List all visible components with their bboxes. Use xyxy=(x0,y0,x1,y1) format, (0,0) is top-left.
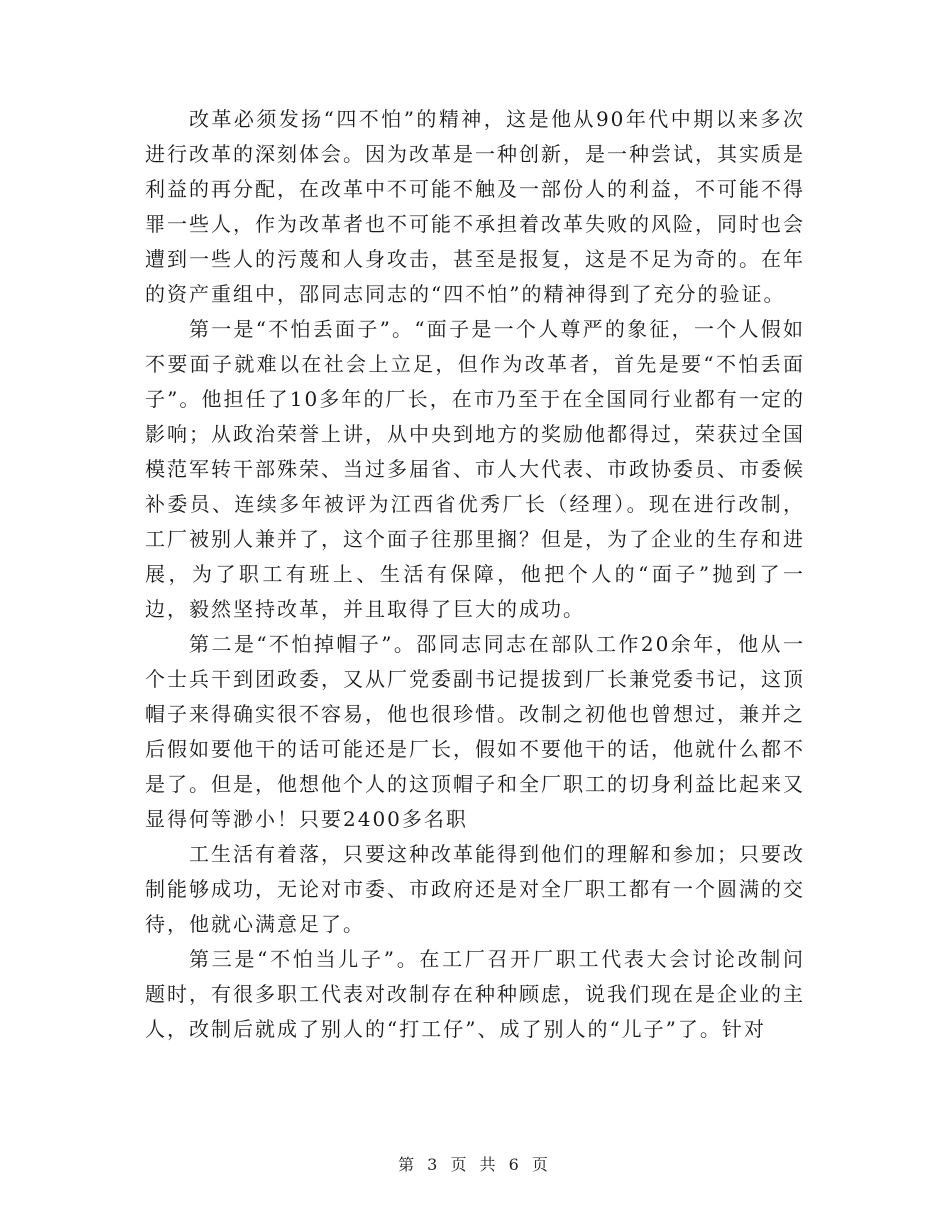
paragraph-hat-continued: 工生活有着落，只要这种改革能得到他们的理解和参加；只要改制能够成功，无论对市委、市政府还是对全厂职工都有一个圆满的交待，他就心满意足了。 xyxy=(145,842,805,936)
paragraph-four-no-fears: 改革必须发扬“四不怕”的精神，这是他从90年代中期以来多次进行改革的深刻体会。因为改革是一种创新，是一种尝试，其实质是利益的再分配，在改革中不可能不触及一部份人的利益，不可能不得罪一些人，作为改革者也不可能不承担着改革失败的风险，同时也会遭到一些人的污蔑和人身攻击，甚至是报复，这是不足为奇的。在年的资产重组中，邵同志同志的“四不怕”的精神得到了充分的验证。 xyxy=(145,107,805,306)
page-number-footer: 第 3 页 共 6 页 xyxy=(398,1155,552,1174)
paragraph-hat: 第二是“不怕掉帽子”。邵同志同志在部队工作20余年，他从一个士兵干到团政委，又从厂党委副书记提拔到厂长兼党委书记，这顶帽子来得确实很不容易，他也很珍惜。改制之初他也曾想过，兼并之后假如要他干的话可能还是厂长，假如不要他干的话，他就什么都不是了。但是，他想他个人的这顶帽子和全厂职工的切身利益比起来又显得何等渺小！只要2400多名职 xyxy=(145,632,805,831)
document-body xyxy=(145,102,805,1047)
paragraph-son: 第三是“不怕当儿子”。在工厂召开厂职工代表大会讨论改制问题时，有很多职工代表对改制存在种种顾虑，说我们现在是企业的主人，改制后就成了别人的“打工仔”、成了别人的“儿子”了。针对 xyxy=(145,947,805,1041)
paragraph-face: 第一是“不怕丢面子”。“面子是一个人尊严的象征，一个人假如不要面子就难以在社会上立足，但作为改革者，首先是要“不怕丢面子”。他担任了10多年的厂长，在市乃至于在全国同行业都有一定的影响；从政治荣誉上讲，从中央到地方的奖励他都得过，荣获过全国模范军转干部殊荣、当过多届省、市人大代表、市政协委员、市委候补委员、连续多年被评为江西省优秀厂长（经理）。现在进行改制，工厂被别人兼并了，这个面子往那里搁？但是，为了企业的生存和进展，为了职工有班上、生活有保障，他把个人的“面子”抛到了一边，毅然坚持改革，并且取得了巨大的成功。 xyxy=(145,317,805,621)
